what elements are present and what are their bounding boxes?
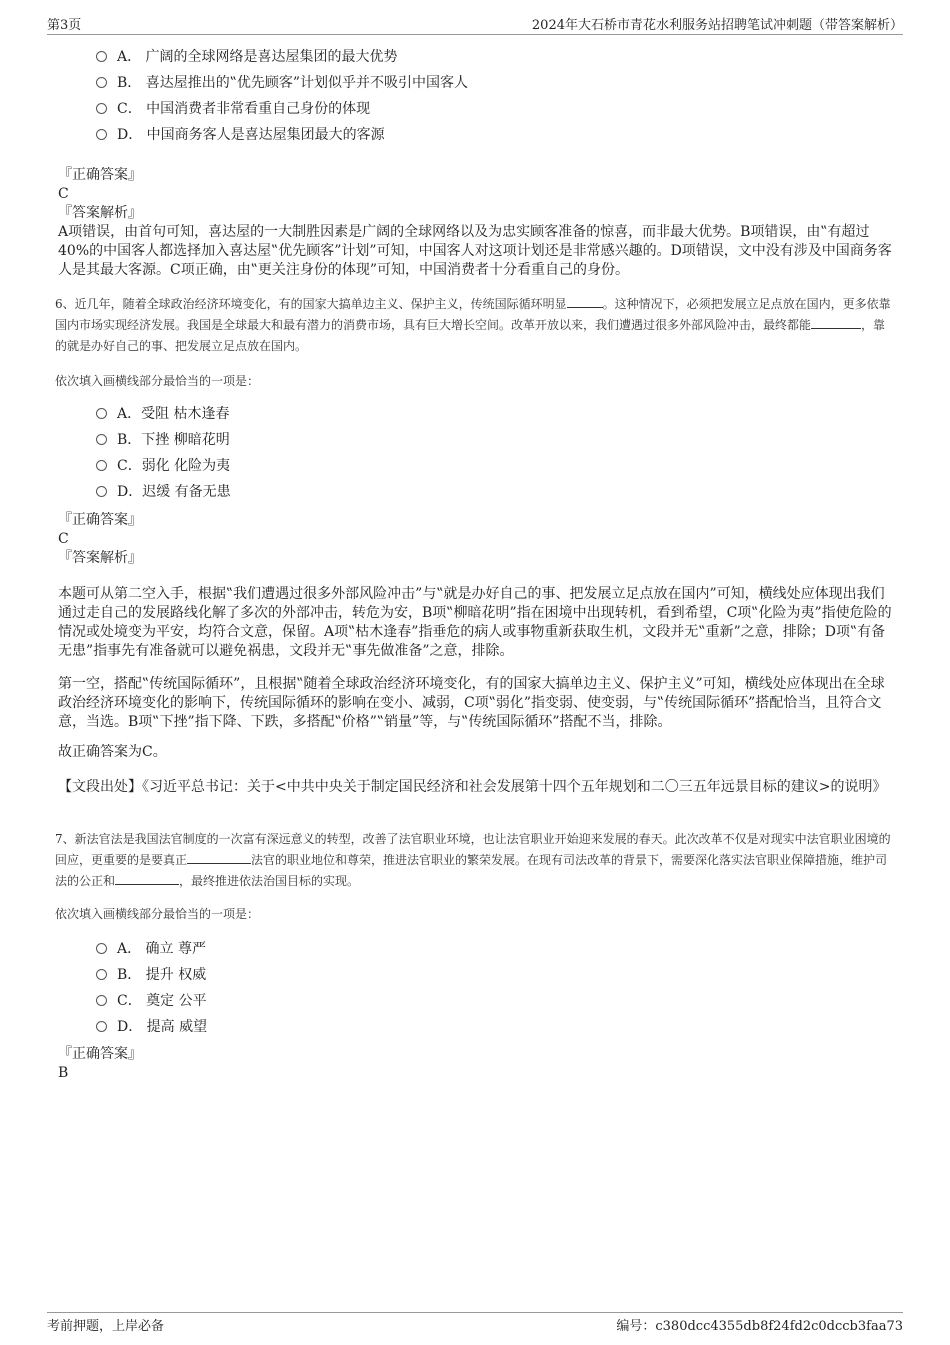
q7-option-a[interactable]: A． 确立 尊严 — [96, 936, 207, 962]
q6-answer-block — [58, 511, 894, 568]
q7-prompt: 依次填入画横线部分最恰当的一项是： — [55, 907, 260, 921]
q7-option-b[interactable]: B． 提升 权威 — [96, 962, 207, 988]
answer-label: 『正确答案』 — [58, 167, 142, 183]
radio-icon[interactable] — [96, 51, 107, 62]
document-id: 编号：c380dcc4355db8f24fd2c0dccb3faa73 — [616, 1319, 903, 1334]
q6-options — [96, 401, 231, 505]
q7-option-d[interactable]: D． 提高 威望 — [96, 1014, 207, 1040]
q6-analysis-p1: 本题可从第二空入手，根据‟我们遭遇过很多外部风险冲击”与‟就是办好自己的事、把发展立足点放在国内”可知，横线处应体现出我们通过走自己的发展路线化解了多次的外部冲击，转危为安，B项‟柳暗花明”指在困境中出现转机，看到希望，C项‟化险为夷”指使危险的情况或处境变为平安，均符合文意，保留。A项‟枯木逢春”指垂危的病人或事物重新获取生机，文段并无‟重新”之意，排除；D项‟有备无患”指事先有准备就可以避免祸患，文段并无‟事先做准备”之意，排除。 — [58, 586, 892, 659]
q5-option-d[interactable]: D． 中国商务客人是喜达屋集团最大的客源 — [96, 122, 468, 148]
blank — [187, 851, 251, 864]
radio-icon[interactable] — [96, 434, 107, 445]
q7-answer-block — [58, 1045, 894, 1083]
radio-icon[interactable] — [96, 103, 107, 114]
document-title: 2024年大石桥市青花水利服务站招聘笔试冲刺题（带答案解析） — [531, 18, 903, 33]
q6-option-b[interactable]: B．下挫 柳暗花明 — [96, 427, 231, 453]
page-header — [47, 14, 903, 35]
q7-option-c[interactable]: C． 奠定 公平 — [96, 988, 207, 1014]
blank — [115, 872, 179, 885]
q5-options — [96, 44, 468, 148]
analysis-label: 『答案解析』 — [58, 205, 142, 221]
blank — [811, 316, 861, 329]
blank — [567, 295, 603, 308]
footer-slogan: 考前押题，上岸必备 — [47, 1319, 165, 1334]
analysis-label: 『答案解析』 — [58, 550, 142, 566]
q6-option-a[interactable]: A．受阻 枯木逢春 — [96, 401, 231, 427]
radio-icon[interactable] — [96, 460, 107, 471]
q5-option-b[interactable]: B． 喜达屋推出的‟优先顾客”计划似乎并不吸引中国客人 — [96, 70, 468, 96]
q6-option-d[interactable]: D．迟缓 有备无患 — [96, 479, 231, 505]
q5-answer-block — [58, 166, 894, 280]
answer-value: B — [58, 1065, 69, 1081]
radio-icon[interactable] — [96, 1021, 107, 1032]
analysis-text: A项错误，由首句可知，喜达屋的一大制胜因素是广阔的全球网络以及为忠实顾客准备的惊喜，而非最大优势。B项错误，由‟有超过40%的中国客人都选择加入喜达屋‟优先顾客”计划”可知，中国客人对这项计划还是非常感兴趣的。D项错误，文中没有涉及中国商务客人是其最大客源。C项正确，由‟更关注身份的体现”可知，中国消费者十分看重自己的身份。 — [58, 224, 892, 278]
answer-label: 『正确答案』 — [58, 1046, 142, 1062]
q6-conclusion: 故正确答案为C。 — [58, 744, 167, 760]
q7-options — [96, 936, 207, 1040]
q5-option-c[interactable]: C． 中国消费者非常看重自己身份的体现 — [96, 96, 468, 122]
radio-icon[interactable] — [96, 77, 107, 88]
answer-label: 『正确答案』 — [58, 512, 142, 528]
radio-icon[interactable] — [96, 995, 107, 1006]
page-footer — [47, 1312, 903, 1334]
q6-option-c[interactable]: C．弱化 化险为夷 — [96, 453, 231, 479]
page-number: 第3页 — [47, 18, 82, 33]
q6-analysis-p2: 第一空，搭配‟传统国际循环”，且根据‟随着全球政治经济环境变化，有的国家大搞单边主义、保护主义”可知，横线处应体现出在全球政治经济环境变化的影响下，传统国际循环的影响在变小、减弱，C项‟弱化”指变弱、使变弱，与‟传统国际循环”搭配恰当，且符合文意，当选。B项‟下挫”指下降、下跌，多搭配‟价格”‟销量”等，与‟传统国际循环”搭配不当，排除。 — [58, 676, 885, 730]
radio-icon[interactable] — [96, 969, 107, 980]
radio-icon[interactable] — [96, 486, 107, 497]
answer-value: C — [58, 531, 69, 547]
q6-prompt: 依次填入画横线部分最恰当的一项是： — [55, 374, 260, 388]
q5-option-a[interactable]: A． 广阔的全球网络是喜达屋集团的最大优势 — [96, 44, 468, 70]
radio-icon[interactable] — [96, 943, 107, 954]
q6-source: 【文段出处】《习近平总书记：关于<中共中央关于制定国民经济和社会发展第十四个五年规划和二〇三五年远景目标的建议>的说明》 — [58, 779, 887, 795]
radio-icon[interactable] — [96, 129, 107, 140]
q6-stem: 6、近几年，随着全球政治经济环境变化，有的国家大搞单边主义、保护主义，传统国际循环明显 。这种情况下，必须把发展立足点放在国内，更多依靠国内市场实现经济发展。我国是全球最大和最有潜力的消费市场，具有巨大增长空间。改革开放以来，我们遭遇过很多外部风险冲击，最终都能 ，靠的就是办好自己的事、把发展立足点放在国内。 — [55, 297, 891, 353]
radio-icon[interactable] — [96, 408, 107, 419]
q7-stem: 7、新法官法是我国法官制度的一次富有深远意义的转型，改善了法官职业环境，也让法官职业开始迎来发展的春天。此次改革不仅是对现实中法官职业困境的回应，更重要的是要真正 法官的职业地位和尊荣，推进法官职业的繁荣发展。在现有司法改革的背景下，需要深化落实法官职业保障措施，维护司法的公正和 ，最终推进依法治国目标的实现。 — [55, 832, 891, 888]
answer-value: C — [58, 186, 69, 202]
